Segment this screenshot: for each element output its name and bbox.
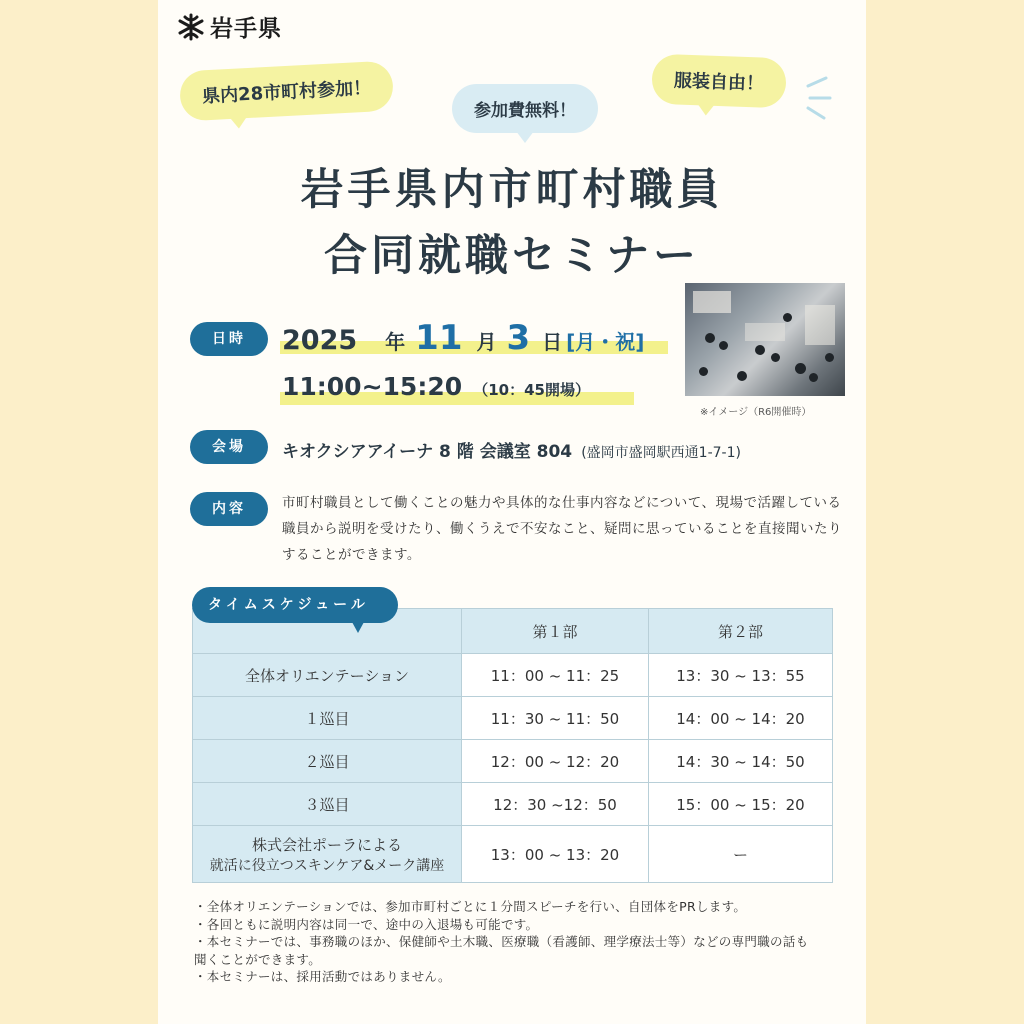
date-weekday: [月・祝]: [566, 330, 645, 354]
content-label: 内容: [190, 492, 268, 526]
row-name: ２巡目: [193, 740, 462, 783]
row-part1-time: 11：30 ~ 11：50: [462, 697, 649, 740]
date-day-unit: 日: [542, 330, 563, 354]
table-row: [193, 654, 833, 697]
content-description: 市町村職員として働くことの魅力や具体的な仕事内容などについて、現場で活躍している職員から説明を受けたり、働くうえで不安なこと、疑問に思っていることを直接聞いたりすることができます。: [282, 495, 842, 563]
row-part1-time: 12：00 ~ 12：20: [462, 740, 649, 783]
note-item: ・本セミナーは、採用活動ではありません。: [194, 969, 451, 984]
iwate-logo: [176, 10, 282, 43]
table-row: [193, 697, 833, 740]
venue-label: 会場: [190, 430, 268, 464]
row-name: 全体オリエンテーション: [193, 654, 462, 697]
flyer-page: [158, 0, 866, 1024]
schedule-header-part2: 第２部: [649, 609, 833, 654]
notes-list: [194, 898, 814, 986]
sparkle-lines-icon: [804, 76, 834, 122]
date-year-unit: 年: [385, 330, 406, 354]
note-item: ・本セミナーでは、事務職のほか、保健師や土木職、医療職（看護師、理学療法士等）などの専門職の話も聞くことができます。: [194, 934, 809, 967]
bubble-dress-code: 服装自由！: [651, 54, 787, 109]
row-part1-time: 11：00 ~ 11：25: [462, 654, 649, 697]
bubble-free-fee: 参加費無料！: [452, 84, 598, 133]
special-row-name-line1: 株式会社ポーラによる: [251, 835, 402, 854]
table-row: [193, 783, 833, 826]
row-part2-time: 13：30 ~ 13：55: [649, 654, 833, 697]
venue-address: (盛岡市盛岡駅西通1-7-1): [581, 445, 741, 461]
date-day: 3: [506, 318, 531, 358]
event-time: [282, 372, 590, 401]
row-name: ３巡目: [193, 783, 462, 826]
schedule-label: タイムスケジュール: [192, 587, 398, 623]
datetime-label: 日時: [190, 322, 268, 356]
special-row-part1-time: 13：00 ~ 13：20: [462, 826, 649, 883]
date-month: 11: [415, 318, 463, 358]
row-part2-time: 15：00 ~ 15：20: [649, 783, 833, 826]
note-item: ・全体オリエンテーションでは、参加市町村ごとに１分間スピーチを行い、自団体をPRします。: [194, 899, 747, 914]
schedule-table: [192, 608, 833, 883]
row-part1-time: 12：30 ~12：50: [462, 783, 649, 826]
venue-info: [282, 437, 741, 462]
title-line-1: 岩手県内市町村職員: [300, 165, 724, 215]
row-part2-time: 14：30 ~ 14：50: [649, 740, 833, 783]
row-name: １巡目: [193, 697, 462, 740]
note-item: ・各回ともに説明内容は同一で、途中の入退場も可能です。: [194, 916, 539, 932]
venue-name: キオクシアアイーナ 8 階 会議室 804: [282, 442, 573, 462]
special-row-name-line2: 就活に役立つスキンケア&メーク講座: [209, 857, 445, 874]
special-row-part2-time: ー: [649, 826, 833, 883]
row-part2-time: 14：00 ~ 14：20: [649, 697, 833, 740]
bubble-municipalities: 県内28市町村参加！: [179, 60, 394, 121]
prefecture-emblem-icon: [176, 13, 206, 41]
date-year: 2025: [282, 325, 358, 356]
date-month-unit: 月: [476, 330, 497, 354]
time-range: 11:00~15:20: [282, 372, 463, 401]
photo-caption: ※イメージ（R6開催時）: [700, 407, 812, 418]
table-row-special: [193, 826, 833, 883]
event-photo: [685, 283, 845, 396]
special-row-name: [193, 826, 462, 883]
title-line-2: 合同就職セミナー: [324, 231, 700, 281]
schedule-header-part1: 第１部: [462, 609, 649, 654]
event-date: [282, 318, 644, 358]
table-row: [193, 740, 833, 783]
logo-text: 岩手県: [210, 16, 282, 42]
doors-open-time: （10：45開場）: [473, 381, 590, 399]
